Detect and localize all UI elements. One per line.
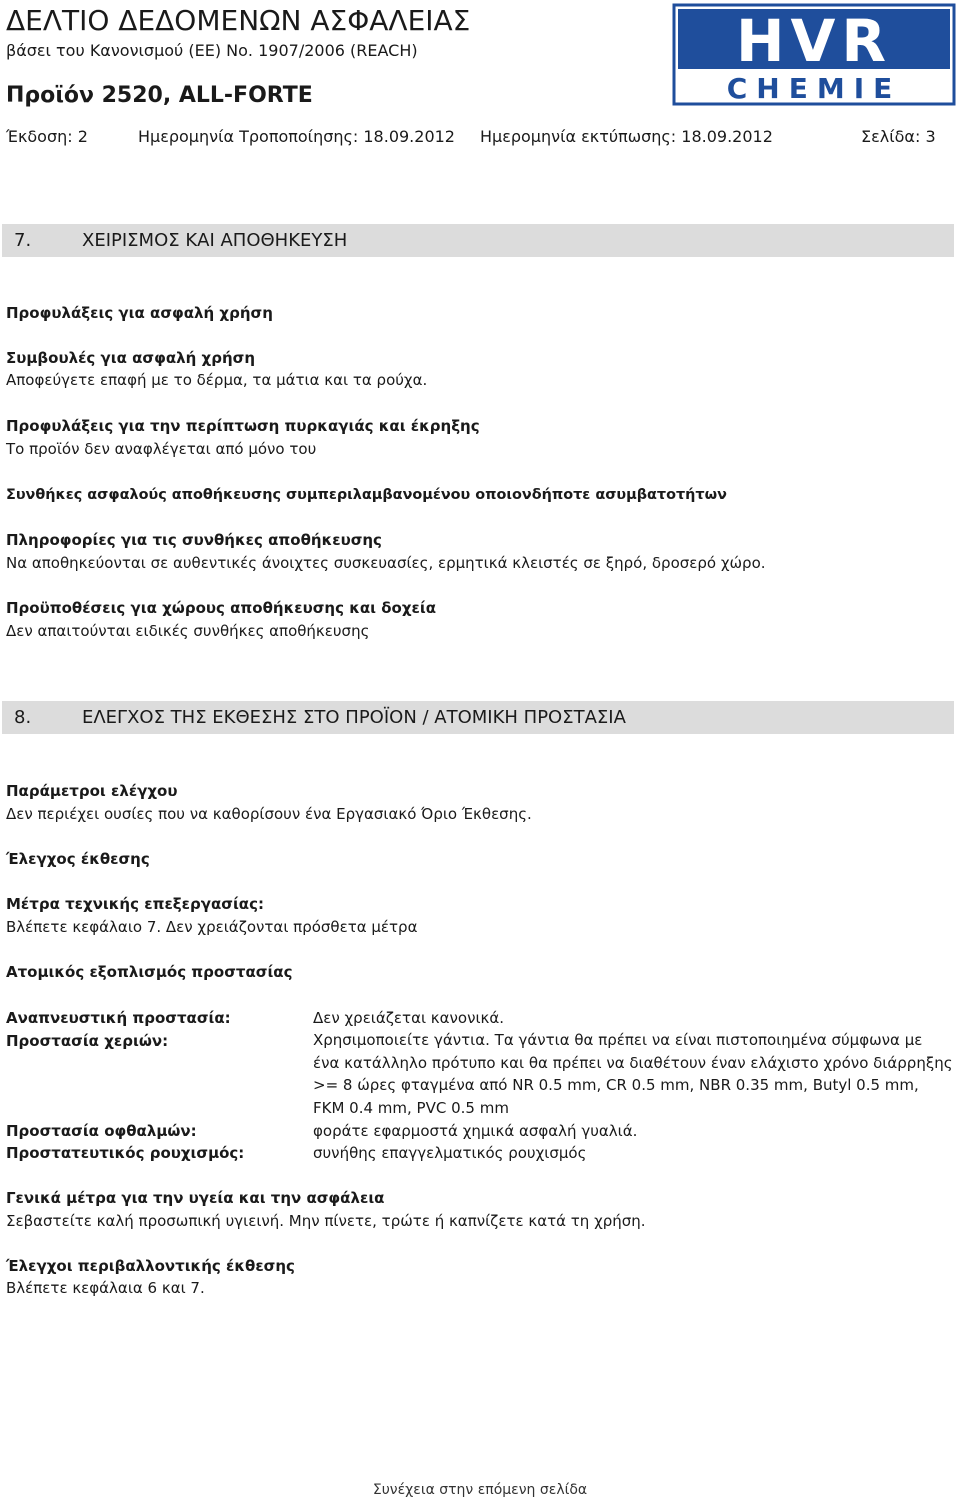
storage-info-heading: Πληροφορίες για τις συνθήκες αποθήκευσης — [6, 531, 382, 549]
section-8-number: 8. — [14, 707, 32, 728]
control-params-text: Δεν περιέχει ουσίες που να καθορίσουν ένα Εργασιακό Όριο Έκθεσης. — [6, 805, 532, 823]
technical-measures-heading: Μέτρα τεχνικής επεξεργασίας: — [6, 895, 264, 913]
logo-top-text: HVR — [735, 7, 893, 75]
eye-protection-label: Προστασία οφθαλμών: — [6, 1122, 197, 1140]
document-title: ΔΕΛΤΙΟ ΔΕΔΟΜΕΝΩΝ ΑΣΦΑΛΕΙΑΣ — [6, 4, 471, 37]
storage-conditions-heading: Συνθήκες ασφαλούς αποθήκευσης συμπεριλαμβανομένου οποιονδήποτε ασυμβατοτήτων — [6, 487, 727, 503]
product-name: Προϊόν 2520, ALL-FORTE — [6, 83, 313, 108]
print-date: Ημερομηνία εκτύπωσης: 18.09.2012 — [480, 127, 773, 146]
storage-requirements-heading: Προϋποθέσεις για χώρους αποθήκευσης και δοχεία — [6, 599, 437, 617]
page-number: Σελίδα: 3 — [861, 127, 936, 146]
respiratory-protection-label: Αναπνευστική προστασία: — [6, 1009, 231, 1027]
ppe-heading: Ατομικός εξοπλισμός προστασίας — [6, 963, 293, 981]
technical-measures-text: Βλέπετε κεφάλαιο 7. Δεν χρειάζονται πρόσθετα μέτρα — [6, 918, 418, 936]
logo-bottom-text: CHEMIE — [726, 72, 902, 105]
protective-clothing-label: Προστατευτικός ρουχισμός: — [6, 1144, 245, 1162]
section-8-header — [2, 701, 954, 734]
modified-date: Ημερομηνία Τροποποίησης: 18.09.2012 — [138, 127, 455, 146]
respiratory-protection-value: Δεν χρειάζεται κανονικά. — [313, 1009, 505, 1027]
safe-handling-heading: Προφυλάξεις για ασφαλή χρήση — [6, 304, 273, 322]
protective-clothing-value: συνήθης επαγγελματικός ρουχισμός — [313, 1144, 587, 1162]
section-8-title: ΕΛΕΓΧΟΣ ΤΗΣ ΕΚΘΕΣΗΣ ΣΤΟ ΠΡΟΪΟΝ / ΑΤΟΜΙΚΗ ΠΡΟΣΤΑΣΙΑ — [82, 707, 626, 728]
hygiene-heading: Γενικά μέτρα για την υγεία και την ασφάλεια — [6, 1189, 385, 1207]
section-7-number: 7. — [14, 230, 32, 251]
advice-heading: Συμβουλές για ασφαλή χρήση — [6, 349, 256, 367]
exposure-control-heading: Έλεγχος έκθεσης — [6, 850, 150, 868]
control-params-heading: Παράμετροι ελέγχου — [6, 782, 178, 800]
storage-requirements-text: Δεν απαιτούνται ειδικές συνθήκες αποθήκευσης — [6, 622, 370, 640]
storage-info-text: Να αποθηκεύονται σε αυθεντικές άνοιχτες συσκευασίες, ερμητικά κλειστές σε ξηρό, δροσερό χώρο. — [6, 554, 766, 572]
environmental-exposure-text: Βλέπετε κεφάλαια 6 και 7. — [6, 1279, 205, 1297]
section-7-title: ΧΕΙΡΙΣΜΟΣ ΚΑΙ ΑΠΟΘΗΚΕΥΣΗ — [82, 230, 348, 251]
fire-heading: Προφυλάξεις για την περίπτωση πυρκαγιάς και έκρηξης — [6, 417, 480, 435]
edition-number: Έκδοση: 2 — [6, 127, 88, 146]
hand-protection-label: Προστασία χεριών: — [6, 1032, 169, 1050]
advice-text: Αποφεύγετε επαφή με το δέρμα, τα μάτια και τα ρούχα. — [6, 371, 428, 389]
environmental-exposure-heading: Έλεγχοι περιβαλλοντικής έκθεσης — [6, 1257, 295, 1275]
company-logo — [672, 3, 956, 106]
hygiene-text: Σεβαστείτε καλή προσωπική υγιεινή. Μην πίνετε, τρώτε ή καπνίζετε κατά τη χρήση. — [6, 1212, 646, 1230]
fire-text: Το προϊόν δεν αναφλέγεται από μόνο του — [6, 440, 317, 458]
regulation-subtitle: βάσει του Κανονισμού (ΕΕ) Νο. 1907/2006 (REACH) — [6, 41, 418, 60]
hand-protection-value: Χρησιμοποιείτε γάντια. Τα γάντια θα πρέπει να είναι πιστοποιημένα σύμφωνα με ένα κατάλληλο πρότυπο και θα πρέπει να διαθέτουν έναν ελάχιστο χρόνο διάρρηξης >= 8 ώρες φταγμένα από NR 0.5 mm, CR 0.5 mm, NBR 0.35 mm, Butyl 0.5 mm, FKM 0.4 mm, PVC 0.5 mm — [313, 1031, 953, 1117]
continue-footer: Συνέχεια στην επόμενη σελίδα — [372, 1482, 588, 1498]
eye-protection-value: φοράτε εφαρμοστά χημικά ασφαλή γυαλιά. — [313, 1122, 638, 1140]
section-7-header — [2, 224, 954, 257]
